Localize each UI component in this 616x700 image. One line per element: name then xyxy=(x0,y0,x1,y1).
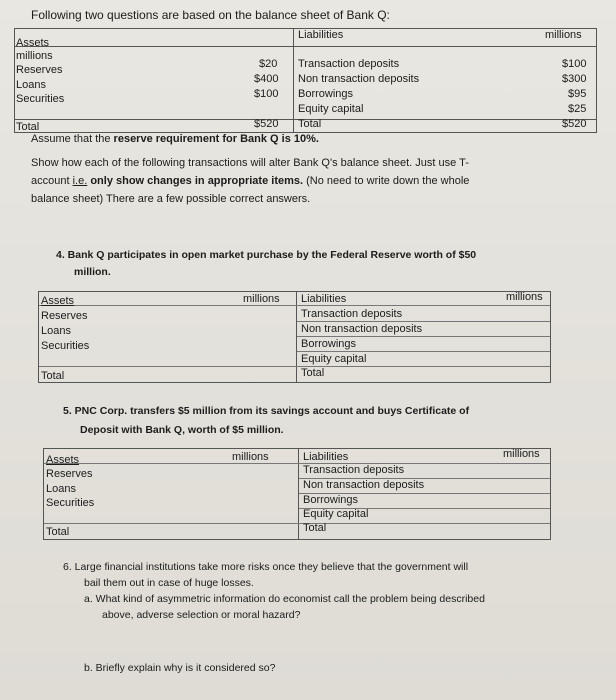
bs-liab-name: Transaction deposits xyxy=(298,58,400,70)
q5-total-label: Total xyxy=(46,526,70,538)
bs-asset-name: Reserves xyxy=(16,64,63,76)
bs-liab-value: $100 xyxy=(562,58,587,70)
q5-liab-row: Borrowings xyxy=(303,494,359,506)
q4-liab-row: Transaction deposits xyxy=(301,308,403,320)
q4-asset-row: Securities xyxy=(41,340,90,352)
q6-text-line-1: 6. Large financial institutions take more risks once they believe that the government will xyxy=(63,561,469,573)
bs-liabilities-header: Liabilities xyxy=(298,29,344,41)
q4-asset-row: Loans xyxy=(41,325,71,337)
q4-liab-row: Borrowings xyxy=(301,338,357,350)
q5-liab-row: Non transaction deposits xyxy=(303,479,425,491)
bs-liab-value: $95 xyxy=(568,88,587,100)
bs-asset-name: Securities xyxy=(16,93,65,105)
q4-text-line-1: 4. Bank Q participates in open market purchase by the Federal Reserve worth of $50 xyxy=(56,249,477,261)
bs-millions-right-header: millions xyxy=(545,29,582,41)
intro-text: Following two questions are based on the balance sheet of Bank Q: xyxy=(31,8,390,22)
bs-asset-value: $400 xyxy=(254,73,279,85)
q4-total-label: Total xyxy=(41,370,65,382)
q5-t-account xyxy=(43,448,551,540)
bs-asset-value: $100 xyxy=(254,88,279,100)
bs-total-label: Total xyxy=(16,121,40,133)
bs-total-assets: $520 xyxy=(254,118,279,130)
bs-liab-name: Non transaction deposits xyxy=(298,73,420,85)
q5-millions-right-header: millions xyxy=(503,448,540,460)
bs-liab-value: $25 xyxy=(568,103,587,115)
instructions-line-3: balance sheet) There are a few possible correct answers. xyxy=(31,193,311,205)
q5-asset-row: Loans xyxy=(46,483,76,495)
assumption-text: Assume that the reserve requirement for Bank Q is 10%. xyxy=(31,133,319,145)
bs-liab-name: Borrowings xyxy=(298,88,354,100)
q5-asset-row: Securities xyxy=(46,497,95,509)
q4-millions-right-header: millions xyxy=(506,291,543,303)
q4-liabilities-header: Liabilities xyxy=(301,293,347,305)
instructions-line-1: Show how each of the following transactions will alter Bank Q's balance sheet. Just use T- xyxy=(31,157,469,169)
q6b-text: b. Briefly explain why is it considered so? xyxy=(84,662,276,674)
q5-millions-header: millions xyxy=(232,451,269,463)
q5-text-line-1: 5. PNC Corp. transfers $5 million from its savings account and buys Certificate of xyxy=(63,405,470,417)
bs-liab-name: Equity capital xyxy=(298,103,364,115)
bs-assets-header: Assets xyxy=(16,37,50,49)
bs-asset-name: Loans xyxy=(16,79,46,91)
q4-liab-row: Non transaction deposits xyxy=(301,323,423,335)
q4-millions-header: millions xyxy=(243,293,280,305)
q4-asset-row: Reserves xyxy=(41,310,88,322)
q5-liabilities-header: Liabilities xyxy=(303,451,349,463)
q5-liab-row: Equity capital xyxy=(303,508,369,520)
q5-liab-row: Transaction deposits xyxy=(303,464,405,476)
bs-liab-name: Total xyxy=(298,118,322,130)
q4-liab-row: Total xyxy=(301,367,325,379)
q6a-text-line-2: above, adverse selection or moral hazard? xyxy=(102,609,301,621)
q4-t-account xyxy=(38,291,551,383)
q6a-text-line-1: a. What kind of asymmetric information do economist call the problem being described xyxy=(84,593,485,605)
bs-liab-value: $300 xyxy=(562,73,587,85)
q5-asset-row: Reserves xyxy=(46,468,93,480)
instructions-line-2: account i.e. only show changes in appropriate items. (No need to write down the whole xyxy=(31,175,470,187)
bs-asset-value: $20 xyxy=(259,58,278,70)
q5-liab-row: Total xyxy=(303,522,327,534)
q4-text-line-2: million. xyxy=(74,266,111,278)
q6-text-line-2: bail them out in case of huge losses. xyxy=(84,577,254,589)
q4-assets-header: Assets xyxy=(41,295,75,307)
q4-liab-row: Equity capital xyxy=(301,353,367,365)
q5-text-line-2: Deposit with Bank Q, worth of $5 million. xyxy=(80,424,284,436)
q5-assets-header: Assets xyxy=(46,454,80,466)
bs-liab-value: $520 xyxy=(562,118,587,130)
bs-millions-header: millions xyxy=(16,50,53,62)
